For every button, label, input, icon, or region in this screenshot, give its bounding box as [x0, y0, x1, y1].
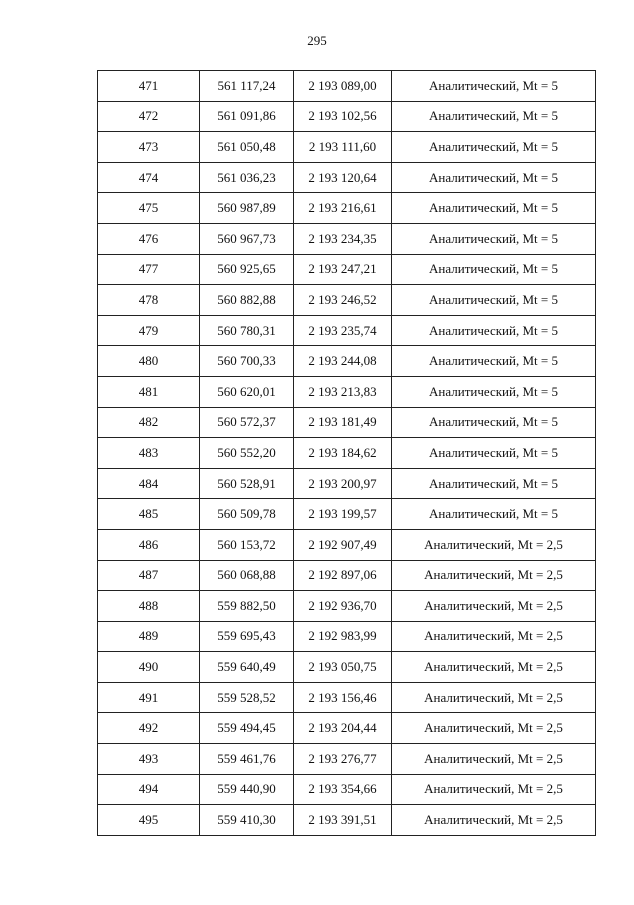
y-coordinate-cell: 2 192 897,06 [294, 560, 392, 591]
x-coordinate-cell: 560 552,20 [200, 438, 294, 469]
point-number-cell: 478 [98, 285, 200, 316]
x-coordinate-cell: 559 528,52 [200, 682, 294, 713]
x-coordinate-cell: 560 967,73 [200, 223, 294, 254]
table-row [98, 254, 596, 285]
x-coordinate-cell: 559 410,30 [200, 805, 294, 836]
point-number-cell: 483 [98, 438, 200, 469]
table-row [98, 652, 596, 683]
method-cell: Аналитический, Mt = 5 [392, 376, 596, 407]
method-cell: Аналитический, Mt = 5 [392, 468, 596, 499]
x-coordinate-cell: 559 440,90 [200, 774, 294, 805]
method-cell: Аналитический, Mt = 5 [392, 101, 596, 132]
method-cell: Аналитический, Mt = 5 [392, 407, 596, 438]
point-number-cell: 481 [98, 376, 200, 407]
x-coordinate-cell: 559 461,76 [200, 744, 294, 775]
point-number-cell: 491 [98, 682, 200, 713]
table-row [98, 529, 596, 560]
x-coordinate-cell: 560 509,78 [200, 499, 294, 530]
method-cell: Аналитический, Mt = 5 [392, 162, 596, 193]
table-row [98, 101, 596, 132]
y-coordinate-cell: 2 193 276,77 [294, 744, 392, 775]
y-coordinate-cell: 2 192 936,70 [294, 591, 392, 622]
method-cell: Аналитический, Mt = 2,5 [392, 591, 596, 622]
method-cell: Аналитический, Mt = 2,5 [392, 621, 596, 652]
x-coordinate-cell: 561 036,23 [200, 162, 294, 193]
table-row [98, 285, 596, 316]
table-row [98, 346, 596, 377]
y-coordinate-cell: 2 193 089,00 [294, 71, 392, 102]
point-number-cell: 486 [98, 529, 200, 560]
table-row [98, 468, 596, 499]
method-cell: Аналитический, Mt = 5 [392, 132, 596, 163]
y-coordinate-cell: 2 193 244,08 [294, 346, 392, 377]
x-coordinate-cell: 560 068,88 [200, 560, 294, 591]
table-row [98, 162, 596, 193]
x-coordinate-cell: 560 153,72 [200, 529, 294, 560]
point-number-cell: 476 [98, 223, 200, 254]
table-row [98, 805, 596, 836]
table-row [98, 438, 596, 469]
point-number-cell: 477 [98, 254, 200, 285]
method-cell: Аналитический, Mt = 5 [392, 254, 596, 285]
method-cell: Аналитический, Mt = 2,5 [392, 529, 596, 560]
x-coordinate-cell: 559 695,43 [200, 621, 294, 652]
table-row [98, 407, 596, 438]
y-coordinate-cell: 2 193 234,35 [294, 223, 392, 254]
point-number-cell: 488 [98, 591, 200, 622]
point-number-cell: 490 [98, 652, 200, 683]
point-number-cell: 471 [98, 71, 200, 102]
table-row [98, 713, 596, 744]
table-row [98, 193, 596, 224]
y-coordinate-cell: 2 192 983,99 [294, 621, 392, 652]
table-row [98, 315, 596, 346]
coordinates-table-body [98, 71, 596, 836]
x-coordinate-cell: 560 925,65 [200, 254, 294, 285]
y-coordinate-cell: 2 193 181,49 [294, 407, 392, 438]
point-number-cell: 472 [98, 101, 200, 132]
x-coordinate-cell: 559 494,45 [200, 713, 294, 744]
point-number-cell: 485 [98, 499, 200, 530]
x-coordinate-cell: 561 091,86 [200, 101, 294, 132]
method-cell: Аналитический, Mt = 2,5 [392, 560, 596, 591]
table-row [98, 682, 596, 713]
method-cell: Аналитический, Mt = 2,5 [392, 682, 596, 713]
point-number-cell: 484 [98, 468, 200, 499]
table-row [98, 744, 596, 775]
point-number-cell: 479 [98, 315, 200, 346]
x-coordinate-cell: 560 780,31 [200, 315, 294, 346]
coordinates-table [97, 70, 596, 836]
method-cell: Аналитический, Mt = 5 [392, 499, 596, 530]
x-coordinate-cell: 560 528,91 [200, 468, 294, 499]
method-cell: Аналитический, Mt = 2,5 [392, 652, 596, 683]
point-number-cell: 495 [98, 805, 200, 836]
x-coordinate-cell: 559 640,49 [200, 652, 294, 683]
method-cell: Аналитический, Mt = 2,5 [392, 774, 596, 805]
table-row [98, 223, 596, 254]
y-coordinate-cell: 2 193 213,83 [294, 376, 392, 407]
table-row [98, 132, 596, 163]
x-coordinate-cell: 560 572,37 [200, 407, 294, 438]
method-cell: Аналитический, Mt = 5 [392, 71, 596, 102]
x-coordinate-cell: 560 987,89 [200, 193, 294, 224]
point-number-cell: 494 [98, 774, 200, 805]
x-coordinate-cell: 560 882,88 [200, 285, 294, 316]
method-cell: Аналитический, Mt = 2,5 [392, 713, 596, 744]
y-coordinate-cell: 2 193 156,46 [294, 682, 392, 713]
y-coordinate-cell: 2 193 391,51 [294, 805, 392, 836]
x-coordinate-cell: 560 700,33 [200, 346, 294, 377]
y-coordinate-cell: 2 193 050,75 [294, 652, 392, 683]
page-number: 295 [307, 33, 327, 48]
table-row [98, 774, 596, 805]
method-cell: Аналитический, Mt = 2,5 [392, 805, 596, 836]
y-coordinate-cell: 2 192 907,49 [294, 529, 392, 560]
point-number-cell: 493 [98, 744, 200, 775]
y-coordinate-cell: 2 193 199,57 [294, 499, 392, 530]
x-coordinate-cell: 561 050,48 [200, 132, 294, 163]
y-coordinate-cell: 2 193 247,21 [294, 254, 392, 285]
table-row [98, 621, 596, 652]
point-number-cell: 474 [98, 162, 200, 193]
table-row [98, 71, 596, 102]
point-number-cell: 487 [98, 560, 200, 591]
table-row [98, 560, 596, 591]
y-coordinate-cell: 2 193 354,66 [294, 774, 392, 805]
y-coordinate-cell: 2 193 204,44 [294, 713, 392, 744]
y-coordinate-cell: 2 193 184,62 [294, 438, 392, 469]
method-cell: Аналитический, Mt = 2,5 [392, 744, 596, 775]
method-cell: Аналитический, Mt = 5 [392, 193, 596, 224]
method-cell: Аналитический, Mt = 5 [392, 285, 596, 316]
y-coordinate-cell: 2 193 235,74 [294, 315, 392, 346]
point-number-cell: 482 [98, 407, 200, 438]
table-row [98, 499, 596, 530]
y-coordinate-cell: 2 193 246,52 [294, 285, 392, 316]
point-number-cell: 475 [98, 193, 200, 224]
y-coordinate-cell: 2 193 120,64 [294, 162, 392, 193]
method-cell: Аналитический, Mt = 5 [392, 346, 596, 377]
table-row [98, 591, 596, 622]
table-row [98, 376, 596, 407]
point-number-cell: 489 [98, 621, 200, 652]
x-coordinate-cell: 559 882,50 [200, 591, 294, 622]
y-coordinate-cell: 2 193 111,60 [294, 132, 392, 163]
y-coordinate-cell: 2 193 102,56 [294, 101, 392, 132]
x-coordinate-cell: 560 620,01 [200, 376, 294, 407]
x-coordinate-cell: 561 117,24 [200, 71, 294, 102]
point-number-cell: 480 [98, 346, 200, 377]
method-cell: Аналитический, Mt = 5 [392, 315, 596, 346]
y-coordinate-cell: 2 193 200,97 [294, 468, 392, 499]
method-cell: Аналитический, Mt = 5 [392, 438, 596, 469]
point-number-cell: 473 [98, 132, 200, 163]
y-coordinate-cell: 2 193 216,61 [294, 193, 392, 224]
method-cell: Аналитический, Mt = 5 [392, 223, 596, 254]
point-number-cell: 492 [98, 713, 200, 744]
